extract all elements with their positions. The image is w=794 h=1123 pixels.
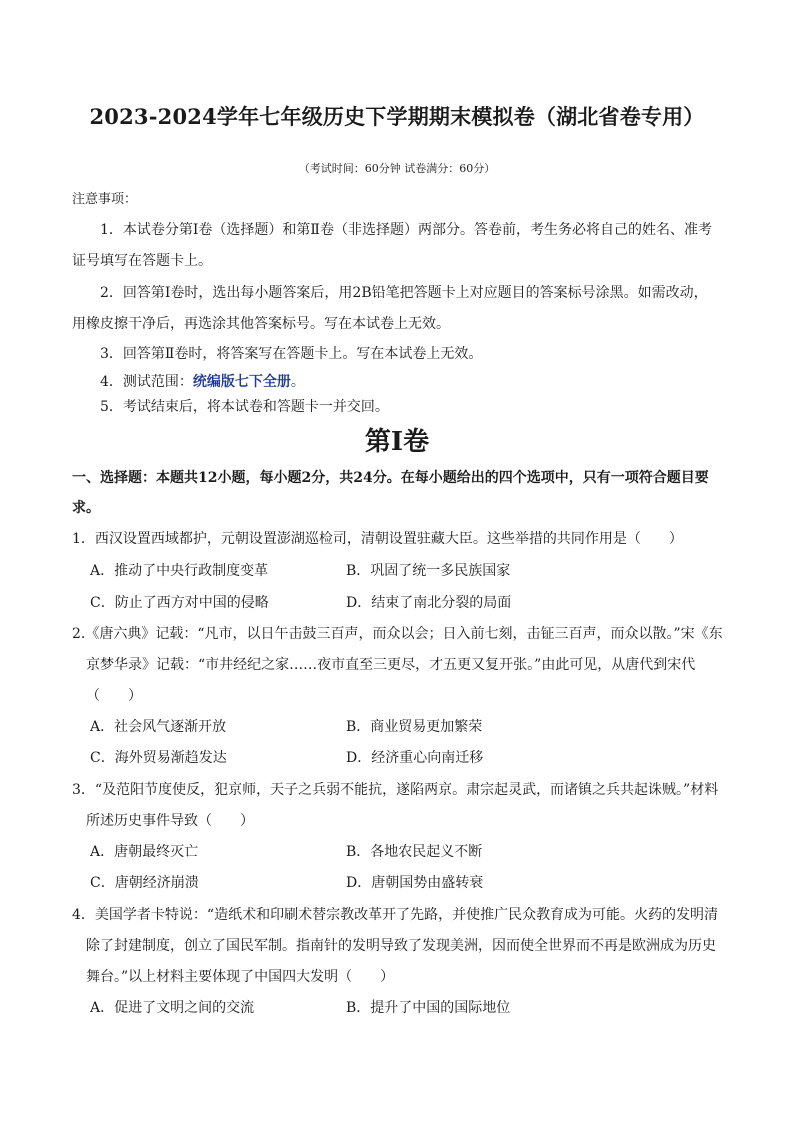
notice-item-2-line-1: 2．回答第Ⅰ卷时，选出每小题答案后，用2B铅笔把答题卡上对应题目的答案标号涂黑。如需改动， bbox=[100, 285, 708, 301]
notice-item-1-line-2: 证号填写在答题卡上。 bbox=[72, 253, 212, 269]
notice-item-3: 3．回答第Ⅱ卷时，将答案写在答题卡上。写在本试卷上无效。 bbox=[100, 346, 483, 362]
question-4-option-a: A．促进了文明之间的交流 bbox=[90, 1000, 255, 1016]
question-1-option-c: C．防止了西方对中国的侵略 bbox=[90, 595, 269, 611]
question-3-option-c: C．唐朝经济崩溃 bbox=[90, 875, 199, 891]
question-2-option-c: C．海外贸易渐趋发达 bbox=[90, 750, 227, 766]
notice-item-1-line-1: 1．本试卷分第Ⅰ卷（选择题）和第Ⅱ卷（非选择题）两部分。答卷前，考生务必将自己的姓名、准考 bbox=[100, 222, 712, 238]
question-2-stem-line-1: 2.《唐六典》记载：“凡市，以日午击鼓三百声，而众以会；日入前七刻，击钲三百声，而众以散。”宋《东 bbox=[72, 626, 723, 642]
notice-item-4-suffix: 。 bbox=[290, 374, 305, 390]
question-4-stem-line-1: 4．美国学者卡特说：“造纸术和印刷术替宗教改革开了先路，并使推广民众教育成为可能。火药的发明清 bbox=[72, 907, 719, 923]
question-4-stem-line-2: 除了封建制度，创立了国民军制。指南针的发明导致了发现美洲，因而使全世界而不再是欧洲成为历史 bbox=[86, 938, 716, 954]
question-1-option-a: A．推动了中央行政制度变革 bbox=[90, 563, 269, 579]
question-1-stem: 1．西汉设置西域都护，元朝设置澎湖巡检司，清朝设置驻藏大臣。这些举措的共同作用是（ ） bbox=[72, 531, 683, 547]
notice-item-5: 5．考试结束后，将本试卷和答题卡一并交回。 bbox=[100, 399, 389, 415]
section-title: 第Ⅰ卷 bbox=[364, 427, 430, 457]
question-1-option-b: B．巩固了统一多民族国家 bbox=[346, 563, 511, 579]
test-scope: 统编版七下全册 bbox=[192, 374, 291, 390]
question-2-option-a: A．社会风气逐渐开放 bbox=[90, 719, 227, 735]
question-2-option-d: D．经济重心向南迁移 bbox=[346, 750, 484, 766]
section-instruction-line-2: 求。 bbox=[72, 500, 100, 516]
question-3-option-b: B．各地农民起义不断 bbox=[346, 844, 483, 860]
notice-item-4 bbox=[100, 372, 760, 392]
question-2-stem-line-3: （ ） bbox=[86, 688, 142, 704]
question-3-stem-line-2: 所述历史事件导致（ ） bbox=[86, 813, 254, 829]
question-3-stem-line-1: 3．“及范阳节度使反，犯京师，天子之兵弱不能抗，遂陷两京。肃宗起灵武，而诸镇之兵共起诛贼。”材料 bbox=[72, 782, 719, 798]
question-2-option-b: B．商业贸易更加繁荣 bbox=[346, 719, 483, 735]
notice-item-2-line-2: 用橡皮擦干净后，再选涂其他答案标号。写在本试卷上无效。 bbox=[72, 316, 450, 332]
notice-heading: 注意事项： bbox=[72, 192, 138, 207]
notice-item-4-prefix: 4．测试范围： bbox=[100, 374, 193, 390]
question-4-stem-line-3: 舞台。”以上材料主要体现了中国四大发明（ ） bbox=[86, 969, 395, 985]
question-3-option-d: D．唐朝国势由盛转衰 bbox=[346, 875, 484, 891]
question-2-stem-line-2: 京梦华录》记载：“市井经纪之家……夜市直至三更尽，才五更又复开张。”由此可见，从唐代到宋代 bbox=[86, 657, 696, 673]
question-1-option-d: D．结束了南北分裂的局面 bbox=[346, 595, 512, 611]
question-3-option-a: A．唐朝最终灭亡 bbox=[90, 844, 199, 860]
section-instruction-line-1: 一、选择题：本题共12小题，每小题2分，共24分。在每小题给出的四个选项中，只有一项符合题目要 bbox=[72, 470, 709, 486]
exam-title: 2023-2024学年七年级历史下学期期末模拟卷（湖北省卷专用） bbox=[89, 104, 705, 129]
question-4-option-b: B．提升了中国的国际地位 bbox=[346, 1000, 511, 1016]
exam-subtitle: （考试时间：60分钟 试卷满分：60分） bbox=[298, 162, 496, 175]
